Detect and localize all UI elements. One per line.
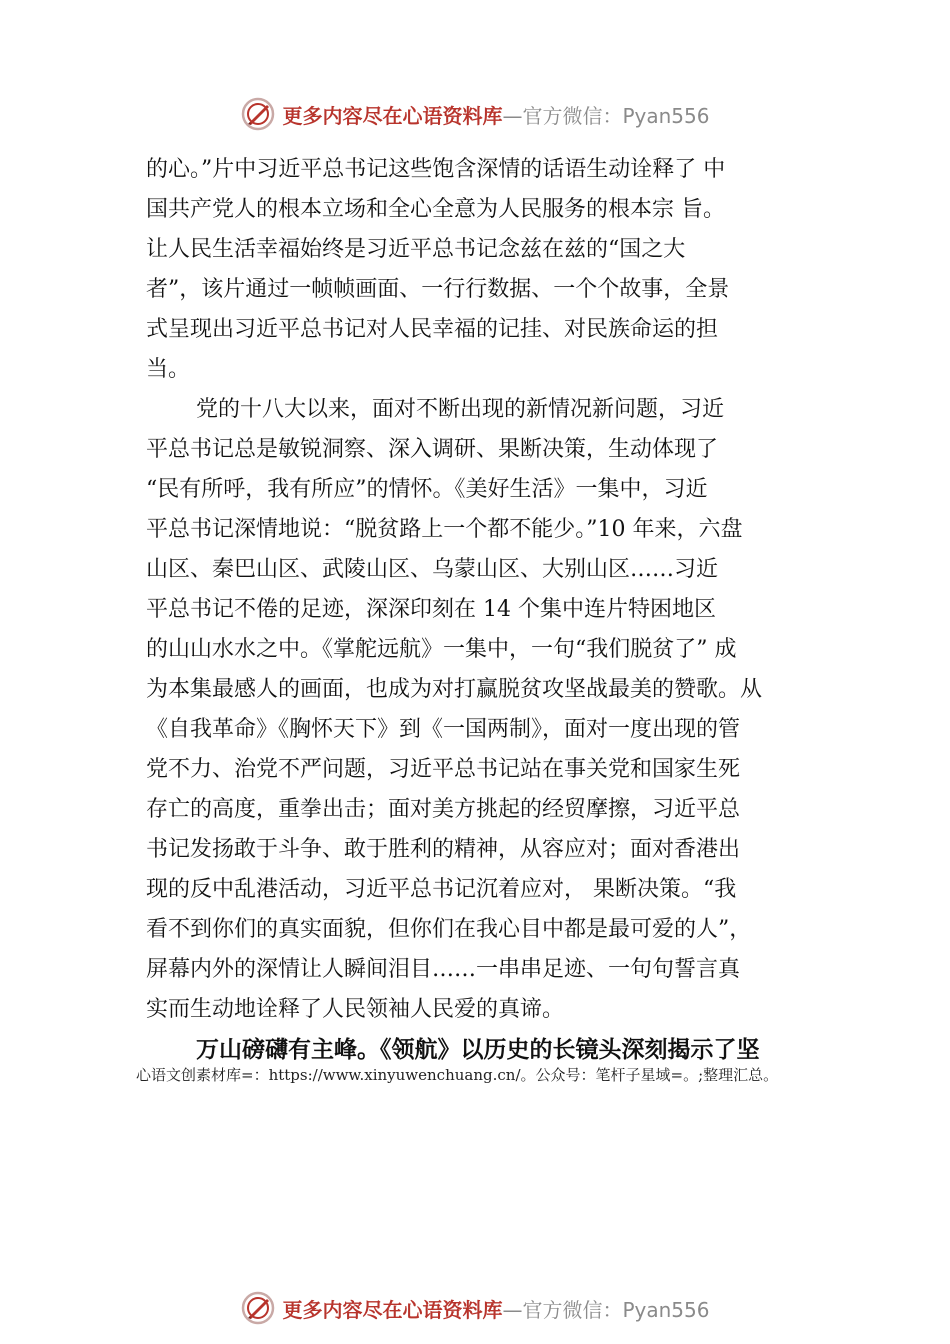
text-line: 屏幕内外的深情让人瞬间泪目……一串串足迹、一句句誓言真: [146, 957, 741, 982]
text-line: 为本集最感人的画面，也成为对打赢脱贫攻坚战最美的赞歌。从: [146, 677, 763, 702]
text-line: 书记发扬敢于斗争、敢于胜利的精神，从容应对；面对香港出: [146, 837, 741, 862]
text-line: 式呈现出习近平总书记对人民幸福的记挂、对民族命运的担: [146, 317, 719, 342]
text-line: 当。: [146, 357, 191, 382]
text-line: 平总书记总是敏锐洞察、深入调研、果断决策，生动体现了: [146, 437, 719, 462]
banner-gray-text: —官方微信：Pyan556: [502, 103, 710, 128]
text-line: 看不到你们的真实面貌，但你们在我心目中都是最可爱的人”，: [146, 917, 752, 942]
article-body: [146, 150, 822, 1070]
lead-sentence: 万山磅礴有主峰。《领航》以历史的长镜头深刻揭示了坚: [196, 1037, 760, 1063]
text-line: 平总书记不倦的足迹，深深印刻在 14 个集中连片特困地区: [146, 597, 716, 622]
text-line: 让人民生活幸福始终是习近平总书记念兹在兹的“国之大: [146, 237, 686, 262]
banner-red-text: 更多内容尽在心语资料库: [282, 1297, 503, 1322]
pen-logo-icon: [240, 96, 276, 132]
text-line: 《自我革命》《胸怀天下》到《一国两制》，面对一度出现的管: [146, 717, 741, 742]
text-line: 山区、秦巴山区、武陵山区、乌蒙山区、大别山区……习近: [146, 557, 719, 582]
text-line: 的心。”片中习近平总书记这些饱含深情的话语生动诠释了 中: [146, 157, 726, 182]
text-line: 党的十八大以来，面对不断出现的新情况新问题，习近: [196, 397, 725, 422]
text-line: 实而生动地诠释了人民领袖人民爱的真谛。: [146, 997, 565, 1022]
text-line: “民有所呼，我有所应”的情怀。《美好生活》一集中，习近: [146, 477, 708, 502]
source-note: 心语文创素材库=：https://www.xinyuwenchuang.cn/。公众号：笔杆子星域=。;整理汇总。: [136, 1066, 779, 1084]
text-line: 党不力、治党不严问题，习近平总书记站在事关党和国家生死: [146, 757, 741, 782]
text-line: 的山山水水之中。《掌舵远航》一集中，一句“我们脱贫了” 成: [146, 637, 737, 662]
text-line: 者”，该片通过一帧帧画面、一行行数据、一个个故事，全景: [146, 277, 730, 302]
text-line: 现的反中乱港活动，习近平总书记沉着应对， 果断决策。“我: [146, 877, 737, 902]
header-banner: [0, 94, 950, 134]
banner-red-text: 更多内容尽在心语资料库: [282, 103, 503, 128]
text-line: 国共产党人的根本立场和全心全意为人民服务的根本宗 旨。: [146, 197, 725, 222]
text-line: 存亡的高度，重拳出击；面对美方挑起的经贸摩擦，习近平总: [146, 797, 741, 822]
pen-logo-icon: [240, 1290, 276, 1326]
footer-banner: [0, 1288, 950, 1328]
banner-gray-text: —官方微信：Pyan556: [502, 1297, 710, 1322]
text-line: 平总书记深情地说：“脱贫路上一个都不能少。”10 年来，六盘: [146, 517, 743, 542]
